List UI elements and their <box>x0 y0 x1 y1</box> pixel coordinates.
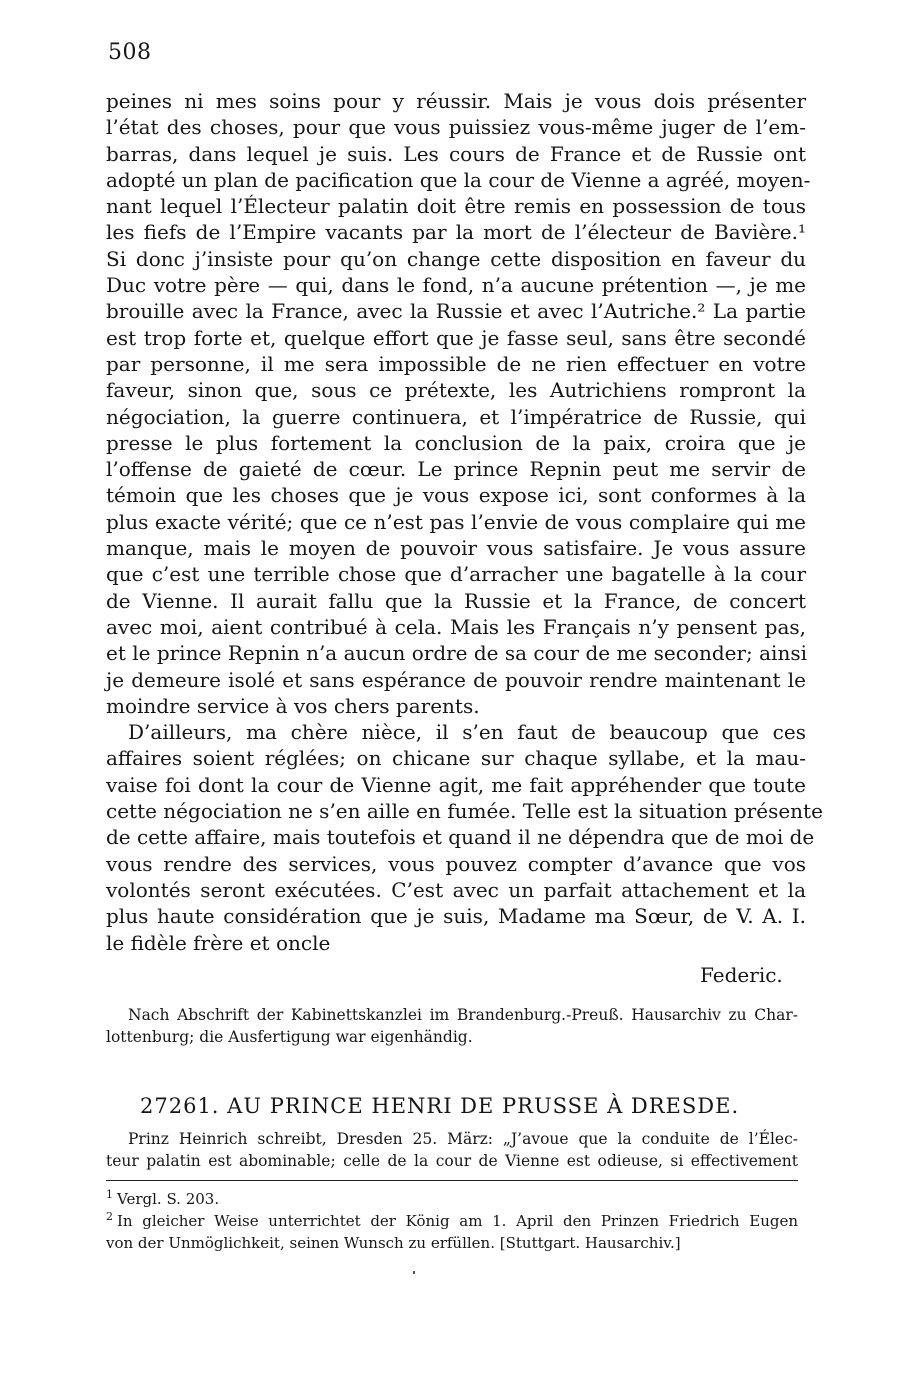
text-line: cette négociation ne s’en aille en fumée. Telle est la situation présente <box>106 799 823 824</box>
source-note <box>106 1004 798 1048</box>
text-line: manque, mais le moyen de pouvoir vous satisfaire. Je vous assure <box>106 536 806 561</box>
text-line: témoin que les choses que je vous expose ici, sont conformes à la <box>106 483 806 508</box>
footnote-2 <box>106 1210 798 1232</box>
text-line: de cette affaire, mais toutefois et quand il ne dépendra que de moi de <box>106 825 815 850</box>
text-line: que c’est une terrible chose que d’arracher une bagatelle à la cour <box>106 562 806 587</box>
text-line: le fidèle frère et oncle <box>106 930 331 955</box>
text-line: de Vienne. Il aurait fallu que la Russie et la France, de concert <box>106 588 806 613</box>
letter-body <box>106 88 823 956</box>
text-line: vous rendre des services, vous pouvez compter d’avance que vos <box>106 851 806 876</box>
print-speck <box>413 1271 415 1274</box>
text-line: l’état des choses, pour que vous puissiez vous-même juger de l’em- <box>106 115 806 140</box>
footnote-text: Vergl. S. 203. <box>117 1190 220 1208</box>
text-line: les fiefs de l’Empire vacants par la mort de l’électeur de Bavière.¹ <box>106 220 806 245</box>
letter-intro <box>106 1128 798 1172</box>
footnote-marker: 1 <box>106 1188 113 1201</box>
text-line: vaise foi dont la cour de Vienne agit, me fait appréhender que toute <box>106 772 806 797</box>
text-line: volontés seront exécutées. C’est avec un parfait attachement et la <box>106 877 806 902</box>
text-line: Duc votre père — qui, dans le fond, n’a aucune prétention —, je me <box>106 273 806 298</box>
footnote-2-continued: von der Unmöglichkeit, seinen Wunsch zu erfüllen. [Stuttgart. Hausarchiv.] <box>106 1234 681 1252</box>
text-line: D’ailleurs, ma chère nièce, il s’en faut de beaucoup que ces <box>128 720 806 745</box>
text-line: plus exacte vérité; que ce n’est pas l’envie de vous complaire qui me <box>106 509 806 534</box>
footnotes <box>106 1188 798 1254</box>
text-line: barras, dans lequel je suis. Les cours de France et de Russie ont <box>106 141 806 166</box>
footnote-text: In gleicher Weise unterrichtet der König am 1. April den Prinzen Friedrich Eugen <box>117 1212 798 1230</box>
letter-heading: 27261. AU PRINCE HENRI DE PRUSSE À DRESDE. <box>140 1094 740 1118</box>
text-line: Si donc j’insiste pour qu’on change cette disposition en faveur du <box>106 246 806 271</box>
text-line: négociation, la guerre continuera, et l’impératrice de Russie, qui <box>106 404 806 429</box>
intro-line: Prinz Heinrich schreibt, Dresden 25. März: „J’avoue que la conduite de l’Élec- <box>128 1130 798 1148</box>
intro-line: teur palatin est abominable; celle de la cour de Vienne est odieuse, si effectivement <box>106 1152 798 1170</box>
text-line: moindre service à vos chers parents. <box>106 693 480 718</box>
text-line: plus haute considération que je suis, Madame ma Sœur, de V. A. I. <box>106 904 806 929</box>
source-note-line: Nach Abschrift der Kabinettskanzlei im Brandenburg.-Preuß. Hausarchiv zu Char- <box>128 1006 798 1024</box>
text-line: peines ni mes soins pour y réussir. Mais je vous dois présenter <box>106 89 806 113</box>
text-line: adopté un plan de pacification que la cour de Vienne a agréé, moyen- <box>106 167 811 192</box>
footnote-divider <box>106 1180 798 1181</box>
page-number: 508 <box>108 40 152 65</box>
text-line: affaires soient réglées; on chicane sur chaque syllabe, et la mau- <box>106 746 806 771</box>
source-note-line: lottenburg; die Ausfertigung war eigenhändig. <box>106 1028 473 1046</box>
text-line: et le prince Repnin n’a aucun ordre de sa cour de me seconder; ainsi <box>106 641 807 666</box>
text-line: avec moi, aient contribué à cela. Mais les Français n’y pensent pas, <box>106 614 806 639</box>
text-line: je demeure isolé et sans espérance de pouvoir rendre maintenant le <box>106 667 806 692</box>
text-line: est trop forte et, quelque effort que je fasse seul, sans être secondé <box>106 325 806 350</box>
footnote-marker: 2 <box>106 1210 113 1223</box>
signature: Federic. <box>700 963 783 987</box>
text-line: par personne, il me sera impossible de ne rien effectuer en votre <box>106 351 806 376</box>
text-line: faveur, sinon que, sous ce prétexte, les Autrichiens rompront la <box>106 378 806 403</box>
text-line: nant lequel l’Électeur palatin doit être remis en possession de tous <box>106 194 806 219</box>
text-line: l’offense de gaieté de cœur. Le prince Repnin peut me servir de <box>106 457 806 482</box>
footnote-1 <box>106 1188 798 1210</box>
text-line: brouille avec la France, avec la Russie et avec l’Autriche.² La partie <box>106 299 806 324</box>
text-line: presse le plus fortement la conclusion de la paix, croira que je <box>106 430 806 455</box>
